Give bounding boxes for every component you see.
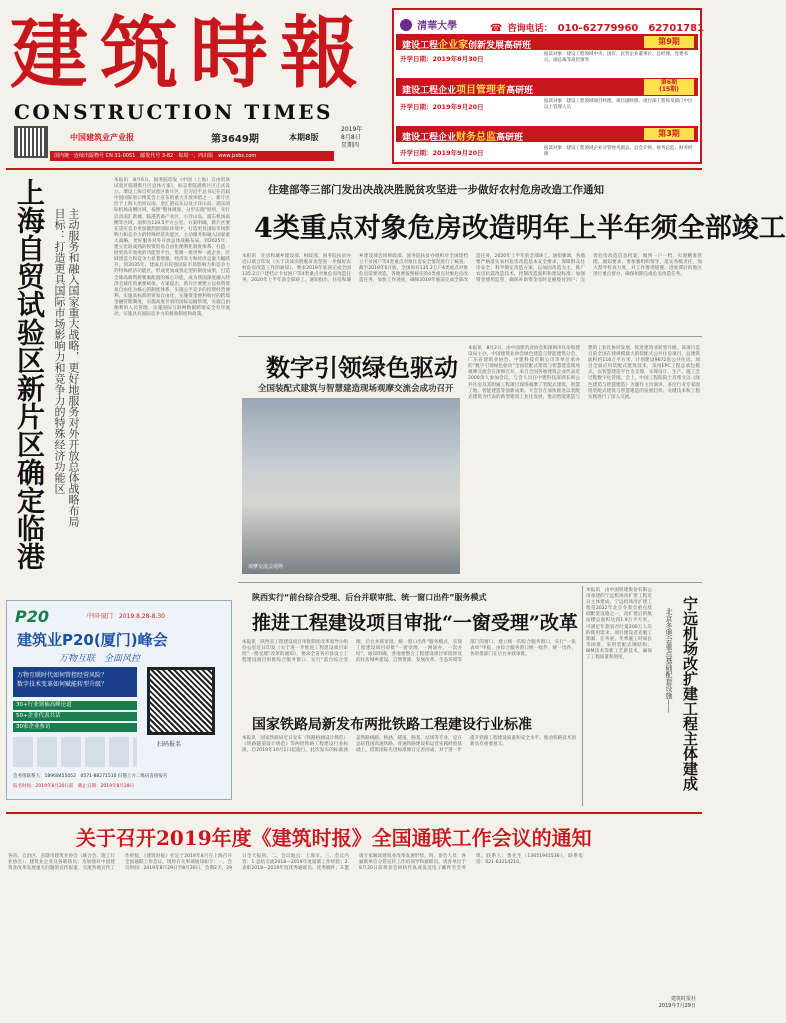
left-story-headline: 上海自贸试验区新片区确定临港	[13, 178, 46, 570]
p20-topic: 万物互联时代如何管控经营风险？	[17, 672, 108, 679]
masthead-subtitle: 中国建筑业产业报	[70, 133, 134, 142]
p20-ad	[6, 600, 232, 800]
university-name: 清華大學	[417, 21, 458, 32]
notice-headline: 关于召开2019年度《建筑时报》全国通联工作会议的通知	[76, 826, 592, 850]
masthead-title-en: CONSTRUCTION TIMES	[14, 100, 333, 124]
approval-story-kicker: 陕西实行“前台综合受理、后台并联审批、统一窗口出件”服务模式	[252, 593, 487, 602]
course-name-a: 建设工程	[402, 41, 439, 51]
course-name-a: 建设工程企业	[402, 133, 457, 143]
course-term: 第6期 (15期)	[644, 79, 694, 95]
p20-topic: 数字技术变革如何赋能转型升级？	[17, 681, 108, 688]
p20-feature: 50+企业代表共话	[13, 712, 137, 721]
left-story-body: 本报讯 8月6日，国务院印发《中国（上海）自由贸易试验区临港新片区总体方案》，标志着临港新片区正式设立。增设上海自贸试验区新片区，是习近平总书记在首届中国国际进口博览会上宣布的重大开放举措之一。新片区位于上海大治河以南、金汇港以东以及小洋山岛、浦东国际机场南侧区域，按照"整体规划、分步实施"原则，先行启动南汇新城、临港装备产业区、小洋山岛、浦东机场南侧等区域，面积为119.5平方公里。方案明确，新片区要在适应竞争更加激烈的国际环境中，打造更具国际市场影响力和竞争力的特殊经济功能区，主动服务和融入国家重大战略，更好服务对外开放总体战略布局。到2025年，建立比较成熟的投资贸易自由化便利化制度体系，打造一批更高开放度的功能型平台，集聚一批世界一流企业，区域创造力和竞争力显著增强，经济实力和经济总量大幅跃升。到2035年，建成具有较强国际市场影响力和竞争力的特殊经济功能区，形成更加成熟定型的制度成果，打造全球高端资源要素配置的核心功能，成为我国深度融入经济全球化的重要载体。方案提出，新片区要建立以投资贸易自由化为核心的制度体系，实施公平竞争的投资经营便利，实施高标准的贸易自由化，实施资金便利收付的跨境金融管理制度，实施高度开放的国际运输管理，实施自由便利的人员管理，实施国际互联网数据跨境安全有序流动，实施具有国际竞争力的税收制度和政策。	[114, 178, 230, 318]
course-ad	[392, 8, 705, 164]
phone-icon: ☎	[490, 23, 503, 34]
course-desc: 报读对象：建设工程领域中央、国有、民营企业董事长、总经理、党委书记、副总裁等高层领导	[544, 52, 688, 63]
page-count: 本期8版	[289, 133, 319, 142]
issue-date: 2019年 8月8日 星期四	[341, 126, 363, 149]
p20-location: 中国·厦门 2019.8.28-8.30	[87, 613, 165, 620]
event-photo	[242, 398, 460, 574]
course-name-b: 企业家	[438, 40, 469, 51]
course-banner	[396, 34, 698, 50]
course-start: 开学日期：2019年9月20日	[400, 103, 484, 111]
course-name-a: 建设工程企业	[402, 86, 457, 96]
divider	[238, 336, 702, 337]
course-banner	[396, 78, 698, 96]
qr-code	[14, 126, 48, 158]
p20-slogan: 万物互联 全面风控	[59, 654, 141, 664]
course-desc: 报读对象：建设工程领域企业分管财务副总、总会计师、财务总监、财务经理	[544, 146, 693, 157]
qr-code[interactable]	[147, 667, 215, 735]
notice-body: 各省、自治区、直辖市建筑业协会（联合会、施工行业协会）、建筑业企业及各联络员：为加强对中国建筑业改革发展重大问题的宣传报道，交流各地宣传工作经验，《建筑时报》社定于2019年8月在上海召开全国通联工作会议。现将有关事项通知如下：一、会议时间：2019年8月29日至8月30日，会期2天，29日全天报到。二、会议地点：上海市。三、会议内容：1.总结交流2018—2019年度通联工作经验；2.表彰2018—2019年度优秀通联员、优秀稿件；3.邀请专家解读建筑业改革发展形势。四、参会人员：各通联单位分管宣传工作的领导和通联员。请各单位于8月20日前将参会回执传真或发送电子邮件至会务组。联系人：黄先生（13651941536），联系电话：021-63214210。	[8, 854, 583, 872]
masthead-meta: 国内统一连续出版物号 CN 31-0051 邮发代号 3-82 每周一、四出版 www.jzsbs.com	[54, 153, 257, 159]
p20-logo: P20	[15, 607, 49, 626]
rail-story	[238, 712, 578, 808]
phone-number: 010-62779960 62701781	[557, 23, 705, 34]
airport-story-subhead: 北京冬奥会重点基础配套设施——	[665, 608, 673, 713]
p20-title: 建筑业P20(厦门)峰会	[17, 631, 168, 649]
p20-feature: 30家企业参访	[13, 723, 137, 732]
left-story	[6, 174, 232, 594]
course-term: 第3期	[644, 128, 694, 140]
digital-story-body: 本报讯 8月2日，由中国建筑业协会和深圳市住房和建设局主办，中国建筑业协会绿色建造与智能建筑分会、广东省建筑业协会、中建科技有限公司等单位承办的“数字引领绿色驱动”全国装配式建筑与智慧建造现场观摩交流会在深圳召开，来自全国各地建筑企业代表近2000余人参加会议。与会人员在中建科技深圳长圳公共住房及其附属工程项目现场观摩了装配式建筑、智慧工地、智能建造等创新成果。大会旨在加快推进以装配式建筑为代表的新型建筑工业化发展，推动智能建造与建筑工业化协同发展，促进建筑业转型升级。该项目是目前全国在建规模最大的装配式公共住房项目，总建筑面积约116万平方米，计划建设9672套公共住房。项目全面应用装配式建筑技术，采用EPC工程总承包模式，以智慧建造平台为支撑，实现设计、生产、施工全过程数字化管理。会上，中国工程院院士肖绪文以《绿色建造与智慧建造》为题作主旨演讲，多位行业专家围绕装配式建筑与智慧建造的发展趋势、关键技术和工程实践进行了深入交流。	[468, 346, 700, 400]
main-story	[238, 174, 786, 334]
course-start: 开学日期：2019年9月20日	[400, 149, 484, 157]
approval-story	[238, 586, 578, 706]
main-story-headline: 4类重点对象危房改造明年上半年须全部竣工	[254, 213, 786, 244]
phone-label: 咨询电话：	[507, 24, 553, 34]
notice-sign: 建筑时报社 2019年7月29日	[658, 996, 696, 1009]
course-name-c: 高研班	[506, 86, 534, 96]
rail-story-body: 本报讯 国家铁路局近日发布《铁路桥涵设计规范》《铁路隧道设计规范》等两批铁路工程建设行业标准，自2019年10月1日起施行。此次发布的标准涵盖铁路线路、桥涵、隧道、路基、站场等专业，是在总结我国高速铁路、普速铁路建设和运营实践经验基础上，借鉴国际先进标准修订完善而成，对于进一步提升铁路工程建设质量和安全水平、推动铁路技术创新具有重要意义。	[242, 736, 576, 754]
p20-contact: 会务组联系人：18968455052 0571-88271510 扫描上方二维码直接报名	[13, 774, 168, 779]
p20-feature: 30+行业领袖高峰论道	[13, 701, 137, 710]
main-story-kicker: 住建部等三部门发出决战决胜脱贫攻坚进一步做好农村危房改造工作通知	[268, 184, 604, 196]
qr-caption: 扫码报名	[157, 741, 182, 748]
p20-sponsor-logos	[13, 737, 137, 767]
masthead-divider	[6, 168, 702, 170]
p20-deadline: 报名时间：2019年8月20日前 截止日期：2019年8月28日	[13, 784, 135, 789]
course-name-c: 高研班	[496, 133, 524, 143]
course-banner	[396, 126, 698, 142]
rail-story-headline: 国家铁路局新发布两批铁路工程建设行业标准	[252, 717, 532, 733]
notice-divider	[6, 812, 702, 814]
ad-phone	[490, 16, 705, 35]
masthead-title: 建筑時報	[10, 8, 371, 99]
left-story-subhead: 主动服务和融入国家重大战略，更好地服务对外开放总体战略布局 目标：打造更具国际市场影响力和竞争力的特殊经济功能区	[53, 208, 80, 527]
p20-topic-box	[13, 667, 137, 697]
main-story-body: 本报讯 住房和城乡建设部、财政部、国务院扶贫办近日联合印发《关于决战决胜脱贫攻坚进一步做好农村危房改造工作的通知》，要求2019年底前完成全国135.2万户建档立卡贫困户等4类重点对象危房改造任务，2020年上半年前全部竣工。通知指出，住房和城乡建设部会同财政部、国务院扶贫办组织对全国建档立卡贫困户等4类重点对象住房安全情况进行了核查。截至2019年6月底，全国尚有135.2万户4类重点对象危房需要改造。各地要按照核实的4类重点对象危房改造任务，加快工作进度，确保2019年底前完成全部改造任务，2020年上半年前全部竣工。通知强调，各地要严格落实农村危房改造基本安全要求，保障群众住房安全；科学制定改造方案，以加固改造为主，推广农房抗震改造技术，控制改造面积和建设标准；加强资金使用监管，确保补助资金及时足额拨付到户；完善危房改造信息档案，做到一户一档，实现精准管理。通知要求，要加强组织领导，落实各级责任，加大督导检查力度，对工作推进缓慢、进度滞后的地区进行重点督办，确保如期完成危房改造任务。	[242, 254, 702, 284]
course-start: 开学日期：2019年8月30日	[400, 55, 484, 63]
course-name-b: 项目管理者	[456, 85, 507, 96]
issue-number: 第3649期	[211, 134, 259, 145]
airport-story-body: 本报讯 由中国铁建股份有限公司承建的宁远机场改扩建工程近日主体建成。宁远机场改扩建工程是2022年北京冬奥会重点基础配套设施之一，改扩建后的航站楼总面积达到1.9万平方米，可满足年旅客吞吐量200万人次的使用需求。项目建设者克服工期紧、任务重、冬季施工时间长等困难，采用装配式钢结构、BIM技术等新工艺新技术，确保了工程质量和进度。	[586, 588, 652, 661]
course-name-c: 创新发展高研班	[468, 41, 532, 51]
approval-story-body: 本报讯 陕西省工程建设项目审批制度改革领导小组办公室近日印发《关于进一步推进工程建设项目审批“一窗受理”改革的通知》，要求全省各市县设立工程建设项目审批综合服务窗口，实行“前台综合受理、后台并联审批、统一窗口出件”服务模式，实现工程建设项目审批“一窗受理、一网通办、一次办结”。通知明确，各地要整合工程建设项目审批涉及的住房城乡建设、自然资源、发展改革、生态环境等部门的窗口，建立统一的综合服务窗口，实行“一张表单”申报，由综合服务窗口统一收件、统一出件，各审批部门在后台并联审批。	[242, 640, 576, 664]
digital-story	[238, 340, 702, 580]
digital-story-subhead: 全国装配式建筑与智慧建造现场观摩交流会成功召开	[258, 384, 454, 394]
masthead-meta-bar	[50, 151, 334, 161]
bottom-notice	[6, 818, 702, 1018]
digital-story-headline: 数字引领绿色驱动	[266, 353, 458, 382]
university-emblem-icon	[400, 19, 412, 31]
course-desc: 报读对象：建设工程领域项目经理、项目副经理、项目部工程师及部门中层以上管理人员	[544, 99, 693, 110]
divider	[238, 582, 702, 583]
approval-story-headline: 推进工程建设项目审批“一窗受理”改革	[252, 612, 578, 634]
airport-story	[586, 588, 702, 806]
divider	[582, 586, 583, 806]
airport-story-headline: 宁远机场改扩建工程主体建成	[681, 596, 699, 791]
course-name-b: 财务总监	[456, 132, 497, 143]
photo-alt: 观摩交流会现场	[248, 564, 284, 570]
course-term: 第9期	[644, 36, 694, 48]
masthead	[6, 6, 386, 164]
